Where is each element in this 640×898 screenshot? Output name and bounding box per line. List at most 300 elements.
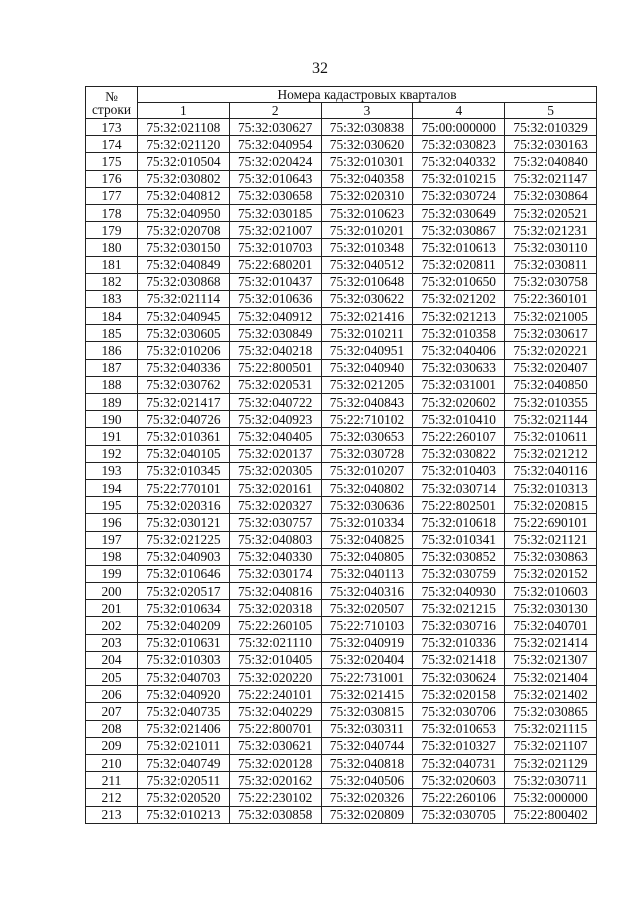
cadastral-number-cell: 75:32:040229 — [229, 703, 321, 720]
table-row — [86, 754, 597, 771]
cadastral-number-cell: 75:32:020517 — [138, 583, 230, 600]
table-row — [86, 222, 597, 239]
cadastral-number-cell: 75:32:020318 — [229, 600, 321, 617]
cadastral-number-cell: 75:32:021212 — [505, 445, 597, 462]
table-row — [86, 428, 597, 445]
cadastral-number-cell: 75:32:030757 — [229, 514, 321, 531]
cadastral-number-cell: 75:32:040330 — [229, 548, 321, 565]
row-number-cell: 193 — [86, 462, 138, 479]
table-row — [86, 720, 597, 737]
table-row — [86, 565, 597, 582]
cadastral-number-cell: 75:22:230102 — [229, 789, 321, 806]
cadastral-number-cell: 75:32:040919 — [321, 634, 413, 651]
cadastral-number-cell: 75:32:010345 — [138, 462, 230, 479]
cadastral-number-cell: 75:32:030163 — [505, 136, 597, 153]
cadastral-number-cell: 75:32:020809 — [321, 806, 413, 823]
cadastral-number-cell: 75:32:040332 — [413, 153, 505, 170]
cadastral-number-cell: 75:32:020531 — [229, 376, 321, 393]
row-number-cell: 185 — [86, 325, 138, 342]
table-row — [86, 394, 597, 411]
cadastral-number-cell: 75:32:040218 — [229, 342, 321, 359]
table-row — [86, 342, 597, 359]
cadastral-number-cell: 75:32:010215 — [413, 170, 505, 187]
cadastral-number-cell: 75:32:010613 — [413, 239, 505, 256]
cadastral-number-cell: 75:32:040512 — [321, 256, 413, 273]
cadastral-number-cell: 75:32:021205 — [321, 376, 413, 393]
cadastral-number-cell: 75:32:040843 — [321, 394, 413, 411]
cadastral-number-cell: 75:32:021231 — [505, 222, 597, 239]
cadastral-number-cell: 75:32:021225 — [138, 531, 230, 548]
cadastral-number-cell: 75:32:020137 — [229, 445, 321, 462]
cadastral-number-cell: 75:32:040951 — [321, 342, 413, 359]
cadastral-number-cell: 75:32:021418 — [413, 651, 505, 668]
cadastral-number-cell: 75:32:020162 — [229, 772, 321, 789]
cadastral-number-cell: 75:32:021414 — [505, 634, 597, 651]
cadastral-number-cell: 75:32:010504 — [138, 153, 230, 170]
cadastral-number-cell: 75:32:010207 — [321, 462, 413, 479]
row-number-cell: 203 — [86, 634, 138, 651]
table-row — [86, 170, 597, 187]
row-number-cell: 182 — [86, 273, 138, 290]
table-row — [86, 669, 597, 686]
cadastral-number-cell: 75:32:030636 — [321, 497, 413, 514]
cadastral-number-cell: 75:22:802501 — [413, 497, 505, 514]
row-number-cell: 181 — [86, 256, 138, 273]
table-row — [86, 772, 597, 789]
cadastral-number-cell: 75:32:040812 — [138, 187, 230, 204]
cadastral-number-cell: 75:22:260106 — [413, 789, 505, 806]
cadastral-number-cell: 75:32:040406 — [413, 342, 505, 359]
cadastral-number-cell: 75:32:030633 — [413, 359, 505, 376]
cadastral-number-cell: 75:32:040749 — [138, 754, 230, 771]
cadastral-number-cell: 75:32:040744 — [321, 737, 413, 754]
cadastral-number-cell: 75:32:010303 — [138, 651, 230, 668]
row-number-cell: 205 — [86, 669, 138, 686]
cadastral-number-cell: 75:22:360101 — [505, 290, 597, 307]
cadastral-number-cell: 75:32:030864 — [505, 187, 597, 204]
cadastral-number-cell: 75:22:260105 — [229, 617, 321, 634]
cadastral-number-cell: 75:32:040940 — [321, 359, 413, 376]
row-number-cell: 196 — [86, 514, 138, 531]
cadastral-number-cell: 75:00:000000 — [413, 119, 505, 136]
cadastral-number-cell: 75:32:030624 — [413, 669, 505, 686]
cadastral-number-cell: 75:32:010341 — [413, 531, 505, 548]
cadastral-number-cell: 75:32:030728 — [321, 445, 413, 462]
cadastral-number-cell: 75:22:710102 — [321, 411, 413, 428]
table-row — [86, 153, 597, 170]
cadastral-number-cell: 75:32:020511 — [138, 772, 230, 789]
cadastral-number-cell: 75:32:040722 — [229, 394, 321, 411]
table-row — [86, 239, 597, 256]
row-number-cell: 199 — [86, 565, 138, 582]
cadastral-number-cell: 75:32:020326 — [321, 789, 413, 806]
column-number-header: 4 — [413, 103, 505, 119]
cadastral-number-cell: 75:32:030311 — [321, 720, 413, 737]
cadastral-number-cell: 75:32:030858 — [229, 806, 321, 823]
cadastral-number-cell: 75:32:030823 — [413, 136, 505, 153]
cadastral-number-cell: 75:32:010618 — [413, 514, 505, 531]
row-number-cell: 192 — [86, 445, 138, 462]
cadastral-number-cell: 75:32:010634 — [138, 600, 230, 617]
cadastral-number-cell: 75:32:030621 — [229, 737, 321, 754]
cadastral-number-cell: 75:32:020158 — [413, 686, 505, 703]
cadastral-number-cell: 75:32:030867 — [413, 222, 505, 239]
cadastral-number-cell: 75:32:030838 — [321, 119, 413, 136]
cadastral-number-cell: 75:32:030706 — [413, 703, 505, 720]
cadastral-number-cell: 75:32:010403 — [413, 462, 505, 479]
row-number-cell: 191 — [86, 428, 138, 445]
cadastral-number-cell: 75:32:031001 — [413, 376, 505, 393]
row-number-cell: 195 — [86, 497, 138, 514]
cadastral-number-cell: 75:32:040923 — [229, 411, 321, 428]
cadastral-number-cell: 75:32:030622 — [321, 290, 413, 307]
cadastral-number-cell: 75:32:030868 — [138, 273, 230, 290]
column-number-header: 5 — [505, 103, 597, 119]
table-row — [86, 514, 597, 531]
cadastral-number-cell: 75:32:040803 — [229, 531, 321, 548]
cadastral-number-cell: 75:32:020220 — [229, 669, 321, 686]
cadastral-number-cell: 75:32:030627 — [229, 119, 321, 136]
cadastral-number-cell: 75:32:010213 — [138, 806, 230, 823]
table-row — [86, 187, 597, 204]
cadastral-number-cell: 75:32:030762 — [138, 376, 230, 393]
table-row — [86, 497, 597, 514]
row-number-cell: 204 — [86, 651, 138, 668]
row-number-cell: 207 — [86, 703, 138, 720]
cadastral-number-cell: 75:22:680201 — [229, 256, 321, 273]
cadastral-number-cell: 75:32:021129 — [505, 754, 597, 771]
cadastral-number-cell: 75:32:030185 — [229, 204, 321, 221]
column-number-header: 3 — [321, 103, 413, 119]
cadastral-number-cell: 75:32:010301 — [321, 153, 413, 170]
cadastral-number-cell: 75:32:040849 — [138, 256, 230, 273]
row-number-cell: 173 — [86, 119, 138, 136]
cadastral-number-cell: 75:32:040506 — [321, 772, 413, 789]
row-number-word: строки — [91, 101, 132, 117]
table-row — [86, 273, 597, 290]
cadastral-number-cell: 75:32:010623 — [321, 204, 413, 221]
row-number-cell: 206 — [86, 686, 138, 703]
cadastral-number-cell: 75:32:040405 — [229, 428, 321, 445]
cadastral-number-cell: 75:32:021402 — [505, 686, 597, 703]
cadastral-number-cell: 75:32:020161 — [229, 479, 321, 496]
cadastral-number-cell: 75:32:010361 — [138, 428, 230, 445]
cadastral-number-cell: 75:22:800701 — [229, 720, 321, 737]
cadastral-number-cell: 75:32:030811 — [505, 256, 597, 273]
row-number-cell: 200 — [86, 583, 138, 600]
cadastral-number-cell: 75:32:010313 — [505, 479, 597, 496]
cadastral-number-cell: 75:32:021108 — [138, 119, 230, 136]
row-number-cell: 202 — [86, 617, 138, 634]
cadastral-number-cell: 75:32:040950 — [138, 204, 230, 221]
cadastral-number-cell: 75:32:020424 — [229, 153, 321, 170]
cadastral-number-cell: 75:32:010334 — [321, 514, 413, 531]
row-number-cell: 212 — [86, 789, 138, 806]
cadastral-number-cell: 75:32:010631 — [138, 634, 230, 651]
cadastral-number-cell: 75:32:021114 — [138, 290, 230, 307]
row-number-cell: 188 — [86, 376, 138, 393]
cadastral-number-cell: 75:32:021121 — [505, 531, 597, 548]
cadastral-number-cell: 75:32:040209 — [138, 617, 230, 634]
row-number-cell: 201 — [86, 600, 138, 617]
table-row — [86, 325, 597, 342]
cadastral-number-cell: 75:32:010648 — [321, 273, 413, 290]
cadastral-number-cell: 75:32:010703 — [229, 239, 321, 256]
cadastral-number-cell: 75:32:030714 — [413, 479, 505, 496]
row-number-cell: 176 — [86, 170, 138, 187]
cadastral-number-cell: 75:32:010355 — [505, 394, 597, 411]
row-number-cell: 197 — [86, 531, 138, 548]
cadastral-number-cell: 75:22:710103 — [321, 617, 413, 634]
cadastral-number-cell: 75:32:021416 — [321, 308, 413, 325]
cadastral-number-cell: 75:32:040825 — [321, 531, 413, 548]
table-row — [86, 531, 597, 548]
cadastral-number-cell: 75:22:260107 — [413, 428, 505, 445]
cadastral-number-cell: 75:32:020152 — [505, 565, 597, 582]
table-row — [86, 376, 597, 393]
cadastral-number-cell: 75:32:020221 — [505, 342, 597, 359]
table-row — [86, 119, 597, 136]
row-number-cell: 189 — [86, 394, 138, 411]
cadastral-number-cell: 75:32:021417 — [138, 394, 230, 411]
cadastral-number-cell: 75:32:040316 — [321, 583, 413, 600]
cadastral-number-cell: 75:32:040840 — [505, 153, 597, 170]
cadastral-number-cell: 75:32:010211 — [321, 325, 413, 342]
cadastral-number-cell: 75:32:020815 — [505, 497, 597, 514]
row-number-cell: 184 — [86, 308, 138, 325]
cadastral-number-cell: 75:32:021120 — [138, 136, 230, 153]
cadastral-number-cell: 75:32:010636 — [229, 290, 321, 307]
cadastral-number-cell: 75:32:020603 — [413, 772, 505, 789]
cadastral-number-cell: 75:32:010327 — [413, 737, 505, 754]
column-number-header: 1 — [138, 103, 230, 119]
row-number-cell: 186 — [86, 342, 138, 359]
table-row — [86, 703, 597, 720]
cadastral-number-cell: 75:32:040336 — [138, 359, 230, 376]
table-row — [86, 617, 597, 634]
cadastral-number-cell: 75:32:030815 — [321, 703, 413, 720]
cadastral-number-cell: 75:32:010653 — [413, 720, 505, 737]
cadastral-number-cell: 75:32:040945 — [138, 308, 230, 325]
cadastral-number-cell: 75:32:021215 — [413, 600, 505, 617]
cadastral-number-cell: 75:32:010437 — [229, 273, 321, 290]
cadastral-number-cell: 75:32:040912 — [229, 308, 321, 325]
cadastral-number-cell: 75:32:030130 — [505, 600, 597, 617]
cadastral-number-cell: 75:32:030174 — [229, 565, 321, 582]
cadastral-number-cell: 75:32:040930 — [413, 583, 505, 600]
cadastral-number-cell: 75:32:021115 — [505, 720, 597, 737]
cadastral-number-cell: 75:32:040701 — [505, 617, 597, 634]
cadastral-number-cell: 75:32:021213 — [413, 308, 505, 325]
cadastral-number-cell: 75:32:010646 — [138, 565, 230, 582]
cadastral-number-cell: 75:32:020305 — [229, 462, 321, 479]
cadastral-number-cell: 75:32:040735 — [138, 703, 230, 720]
cadastral-number-cell: 75:32:030711 — [505, 772, 597, 789]
cadastral-number-cell: 75:32:021404 — [505, 669, 597, 686]
cadastral-number-cell: 75:22:770101 — [138, 479, 230, 496]
cadastral-number-cell: 75:32:021147 — [505, 170, 597, 187]
cadastral-number-cell: 75:32:030705 — [413, 806, 505, 823]
cadastral-number-cell: 75:32:021107 — [505, 737, 597, 754]
row-number-cell: 209 — [86, 737, 138, 754]
cadastral-number-cell: 75:32:021415 — [321, 686, 413, 703]
table-row — [86, 548, 597, 565]
cadastral-number-cell: 75:32:030649 — [413, 204, 505, 221]
cadastral-number-cell: 75:32:021144 — [505, 411, 597, 428]
cadastral-number-cell: 75:32:040358 — [321, 170, 413, 187]
cadastral-number-cell: 75:32:020404 — [321, 651, 413, 668]
row-number-cell: 210 — [86, 754, 138, 771]
table-row — [86, 136, 597, 153]
cadastral-number-cell: 75:32:021406 — [138, 720, 230, 737]
cadastral-number-cell: 75:32:030653 — [321, 428, 413, 445]
group-title-header: Номера кадастровых кварталов — [138, 87, 597, 103]
row-number-cell: 198 — [86, 548, 138, 565]
row-number-cell: 177 — [86, 187, 138, 204]
cadastral-number-cell: 75:32:040816 — [229, 583, 321, 600]
table-row — [86, 411, 597, 428]
cadastral-number-cell: 75:32:020407 — [505, 359, 597, 376]
table-row — [86, 359, 597, 376]
cadastral-number-cell: 75:32:010643 — [229, 170, 321, 187]
column-number-header: 2 — [229, 103, 321, 119]
cadastral-number-cell: 75:32:021202 — [413, 290, 505, 307]
cadastral-number-cell: 75:32:010336 — [413, 634, 505, 651]
cadastral-number-cell: 75:22:800402 — [505, 806, 597, 823]
cadastral-number-cell: 75:32:030865 — [505, 703, 597, 720]
table-row — [86, 600, 597, 617]
cadastral-number-cell: 75:32:030759 — [413, 565, 505, 582]
cadastral-number-cell: 75:32:030852 — [413, 548, 505, 565]
row-number-symbol: № — [105, 88, 118, 104]
cadastral-number-cell: 75:32:021005 — [505, 308, 597, 325]
cadastral-number-cell: 75:32:030724 — [413, 187, 505, 204]
cadastral-number-cell: 75:32:020708 — [138, 222, 230, 239]
cadastral-number-cell: 75:32:030110 — [505, 239, 597, 256]
cadastral-number-cell: 75:32:020521 — [505, 204, 597, 221]
cadastral-number-cell: 75:32:010201 — [321, 222, 413, 239]
cadastral-number-cell: 75:32:021110 — [229, 634, 321, 651]
cadastral-number-cell: 75:32:030758 — [505, 273, 597, 290]
cadastral-number-cell: 75:32:040726 — [138, 411, 230, 428]
cadastral-number-cell: 75:32:040920 — [138, 686, 230, 703]
cadastral-number-cell: 75:22:731001 — [321, 669, 413, 686]
row-number-cell: 175 — [86, 153, 138, 170]
cadastral-number-cell: 75:32:000000 — [505, 789, 597, 806]
cadastral-number-cell: 75:32:040818 — [321, 754, 413, 771]
row-number-cell: 179 — [86, 222, 138, 239]
cadastral-number-cell: 75:32:040802 — [321, 479, 413, 496]
cadastral-number-cell: 75:32:030150 — [138, 239, 230, 256]
table-row — [86, 290, 597, 307]
table-row — [86, 737, 597, 754]
cadastral-number-cell: 75:32:040850 — [505, 376, 597, 393]
cadastral-number-cell: 75:22:690101 — [505, 514, 597, 531]
cadastral-number-cell: 75:32:030658 — [229, 187, 321, 204]
table-row — [86, 256, 597, 273]
row-number-cell: 211 — [86, 772, 138, 789]
cadastral-number-cell: 75:32:030605 — [138, 325, 230, 342]
cadastral-number-cell: 75:32:020602 — [413, 394, 505, 411]
cadastral-number-cell: 75:32:040954 — [229, 136, 321, 153]
cadastral-number-cell: 75:32:010603 — [505, 583, 597, 600]
row-number-cell: 183 — [86, 290, 138, 307]
table-row — [86, 445, 597, 462]
cadastral-number-cell: 75:32:021307 — [505, 651, 597, 668]
cadastral-number-cell: 75:32:040105 — [138, 445, 230, 462]
cadastral-number-cell: 75:32:040805 — [321, 548, 413, 565]
cadastral-number-cell: 75:22:240101 — [229, 686, 321, 703]
table-row — [86, 308, 597, 325]
row-number-cell: 208 — [86, 720, 138, 737]
cadastral-number-cell: 75:32:040116 — [505, 462, 597, 479]
cadastral-number-cell: 75:32:030121 — [138, 514, 230, 531]
row-number-cell: 194 — [86, 479, 138, 496]
cadastral-number-cell: 75:22:800501 — [229, 359, 321, 376]
row-number-cell: 174 — [86, 136, 138, 153]
cadastral-number-cell: 75:32:010358 — [413, 325, 505, 342]
cadastral-number-cell: 75:32:021007 — [229, 222, 321, 239]
cadastral-number-cell: 75:32:020507 — [321, 600, 413, 617]
cadastral-number-cell: 75:32:020811 — [413, 256, 505, 273]
cadastral-number-cell: 75:32:040903 — [138, 548, 230, 565]
cadastral-number-cell: 75:32:030716 — [413, 617, 505, 634]
table-row — [86, 583, 597, 600]
cadastral-number-cell: 75:32:010611 — [505, 428, 597, 445]
cadastral-number-cell: 75:32:020310 — [321, 187, 413, 204]
cadastral-number-cell: 75:32:020128 — [229, 754, 321, 771]
table-row — [86, 204, 597, 221]
cadastral-number-cell: 75:32:010410 — [413, 411, 505, 428]
table-row — [86, 686, 597, 703]
cadastral-number-cell: 75:32:021011 — [138, 737, 230, 754]
cadastral-number-cell: 75:32:020520 — [138, 789, 230, 806]
cadastral-number-cell: 75:32:040113 — [321, 565, 413, 582]
cadastral-number-cell: 75:32:010405 — [229, 651, 321, 668]
cadastral-number-cell: 75:32:030620 — [321, 136, 413, 153]
cadastral-number-cell: 75:32:030802 — [138, 170, 230, 187]
cadastral-number-cell: 75:32:030849 — [229, 325, 321, 342]
cadastral-number-cell: 75:32:030617 — [505, 325, 597, 342]
table-row — [86, 651, 597, 668]
table-row — [86, 479, 597, 496]
cadastral-number-cell: 75:32:040731 — [413, 754, 505, 771]
cadastral-number-cell: 75:32:020316 — [138, 497, 230, 514]
row-number-cell: 190 — [86, 411, 138, 428]
cadastral-number-cell: 75:32:010348 — [321, 239, 413, 256]
cadastral-quarters-table — [85, 86, 597, 824]
cadastral-number-cell: 75:32:010650 — [413, 273, 505, 290]
cadastral-number-cell: 75:32:010329 — [505, 119, 597, 136]
table-row — [86, 634, 597, 651]
page-number: 32 — [312, 60, 328, 77]
row-number-cell: 213 — [86, 806, 138, 823]
row-number-cell: 180 — [86, 239, 138, 256]
row-number-cell: 187 — [86, 359, 138, 376]
cadastral-number-cell: 75:32:030863 — [505, 548, 597, 565]
cadastral-number-cell: 75:32:030822 — [413, 445, 505, 462]
row-number-cell: 178 — [86, 204, 138, 221]
column-number-header-row — [86, 103, 597, 119]
table-row — [86, 789, 597, 806]
table-row — [86, 806, 597, 823]
row-number-header — [86, 87, 138, 119]
table-body — [86, 119, 597, 824]
cadastral-number-cell: 75:32:040703 — [138, 669, 230, 686]
cadastral-number-cell: 75:32:020327 — [229, 497, 321, 514]
cadastral-number-cell: 75:32:010206 — [138, 342, 230, 359]
table-row — [86, 462, 597, 479]
